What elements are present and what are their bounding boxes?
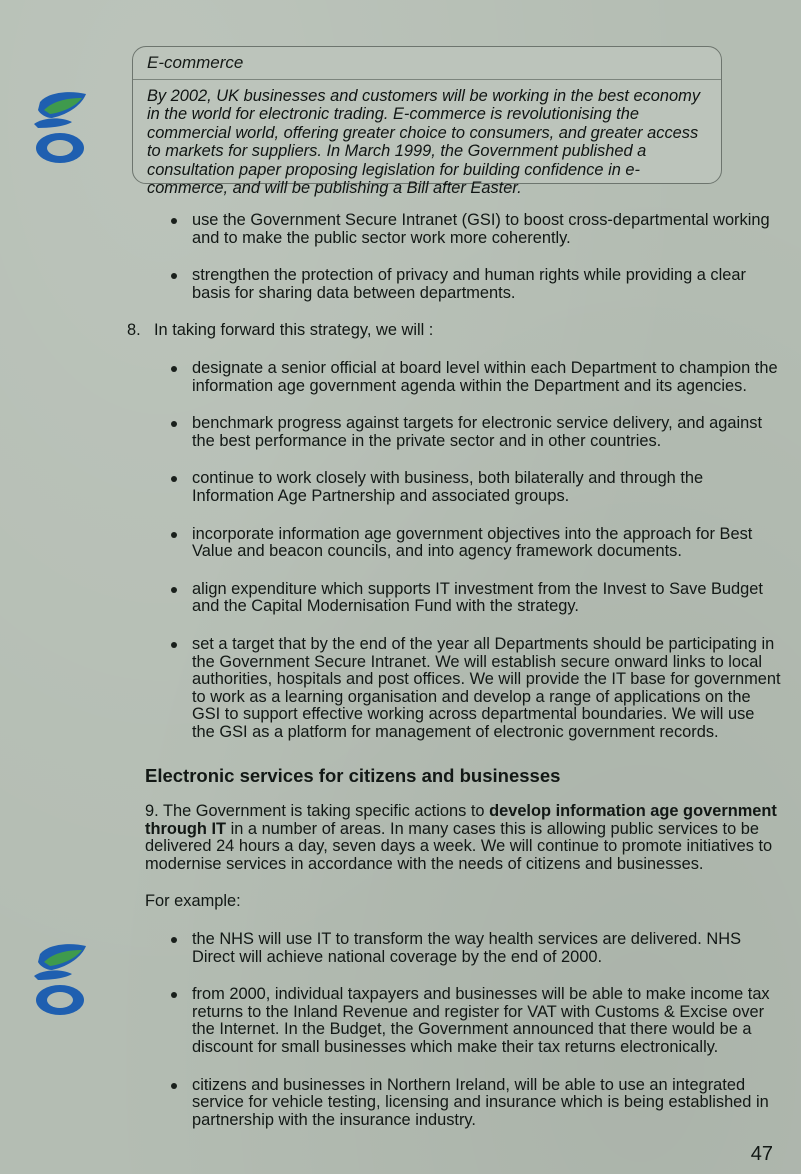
numbered-paragraph-9	[145, 803, 781, 873]
bullet-text: designate a senior official at board level within each Department to champion the information age government agenda within the Department and its agencies.	[192, 358, 778, 395]
bullet-text: from 2000, individual taxpayers and businesses will be able to make income tax returns to the Inland Revenue and register for VAT with Customs & Excise over the Internet. In the Budget, the Government announced that there would be a discount for small businesses which make their tax returns electronically.	[192, 985, 770, 1056]
bullet-dot-icon	[171, 642, 177, 648]
bullet-dot-icon	[171, 532, 177, 538]
ecommerce-callout-box	[132, 46, 722, 198]
bullet-text: incorporate information age government objectives into the approach for Best Value and beacon councils, and into agency framework documents.	[192, 524, 753, 561]
logo-icon	[30, 88, 90, 166]
logo-icon	[30, 940, 90, 1018]
bullet-text: set a target that by the end of the year all Departments should be participating in the Government Secure Intranet. We will establish secure onward links to local authorities, hospitals and post offices. We will provide the IT base for government to work as a learning organisation and develop a range of applications on the GSI to support effective working across departmental boundaries. We will use the GSI as a platform for management of electronic government records.	[192, 634, 781, 741]
numbered-paragraph-8	[127, 322, 781, 340]
page-number: 47	[750, 1143, 773, 1165]
paragraph-number: 8.	[127, 321, 141, 340]
bullet-item	[145, 526, 781, 561]
bullet-dot-icon	[171, 1083, 177, 1089]
bullet-dot-icon	[171, 366, 177, 372]
bullet-item	[145, 931, 781, 966]
bullet-text: align expenditure which supports IT investment from the Invest to Save Budget and the Capital Modernisation Fund with the strategy.	[192, 579, 763, 616]
bullet-item	[145, 636, 781, 742]
paragraph-lead: The Government is taking specific actions to	[162, 802, 490, 821]
paragraph-bold-phrase: develop information age government through IT	[145, 802, 777, 838]
bullet-text: the NHS will use IT to transform the way health services are delivered. NHS Direct will achieve national coverage by the end of 2000.	[192, 930, 742, 966]
paragraph-number: 9.	[145, 802, 159, 821]
bullet-text: strengthen the protection of privacy and human rights while providing a clear basis for sharing data between departments.	[192, 266, 746, 302]
bullet-text: continue to work closely with business, both bilaterally and through the Information Age Partnership and associated groups.	[192, 469, 704, 505]
callout-divider	[133, 79, 721, 80]
main-content	[127, 211, 781, 1149]
bullet-item	[145, 470, 781, 505]
bullet-text: use the Government Secure Intranet (GSI) to boost cross-departmental working and to make the public sector work more coherently.	[192, 211, 770, 247]
bullet-item	[145, 267, 781, 302]
section-heading: Electronic services for citizens and businesses	[145, 765, 561, 787]
callout-body: By 2002, UK businesses and customers will be working in the best economy in the world for electronic trading. E-commerce is revolutionising the commercial world, offering greater choice to consumers, and greater access to markets for suppliers. In March 1999, the Government published a consultation paper proposing legislation for building confidence in e-commerce, and will be publishing a Bill after Easter.	[147, 87, 701, 198]
for-example-label: For example:	[145, 892, 241, 911]
bullet-item	[145, 581, 781, 616]
bullet-dot-icon	[171, 421, 177, 427]
bullet-dot-icon	[171, 937, 177, 943]
bullet-item	[145, 986, 781, 1056]
bullet-item	[145, 360, 781, 395]
bullet-text: benchmark progress against targets for electronic service delivery, and against the best performance in the private sector and in other countries.	[192, 414, 763, 450]
paragraph-text: In taking forward this strategy, we will :	[154, 321, 434, 340]
bullet-item	[145, 415, 781, 450]
paragraph-rest: in a number of areas. In many cases this is allowing public services to be delivered 24 hours a day, seven days a week. We will continue to promote initiatives to modernise services in accordance with the needs of citizens and businesses.	[145, 819, 773, 873]
bullet-dot-icon	[171, 587, 177, 593]
bullet-item	[145, 212, 781, 247]
bullet-dot-icon	[171, 273, 177, 279]
bullet-dot-icon	[171, 992, 177, 998]
callout-title: E-commerce	[147, 53, 244, 72]
bullet-dot-icon	[171, 476, 177, 482]
bullet-item	[145, 1077, 781, 1130]
bullet-text: citizens and businesses in Northern Ireland, will be able to use an integrated service for vehicle testing, licensing and insurance which is being established in partnership with the insurance industry.	[192, 1075, 769, 1129]
bullet-dot-icon	[171, 218, 177, 224]
